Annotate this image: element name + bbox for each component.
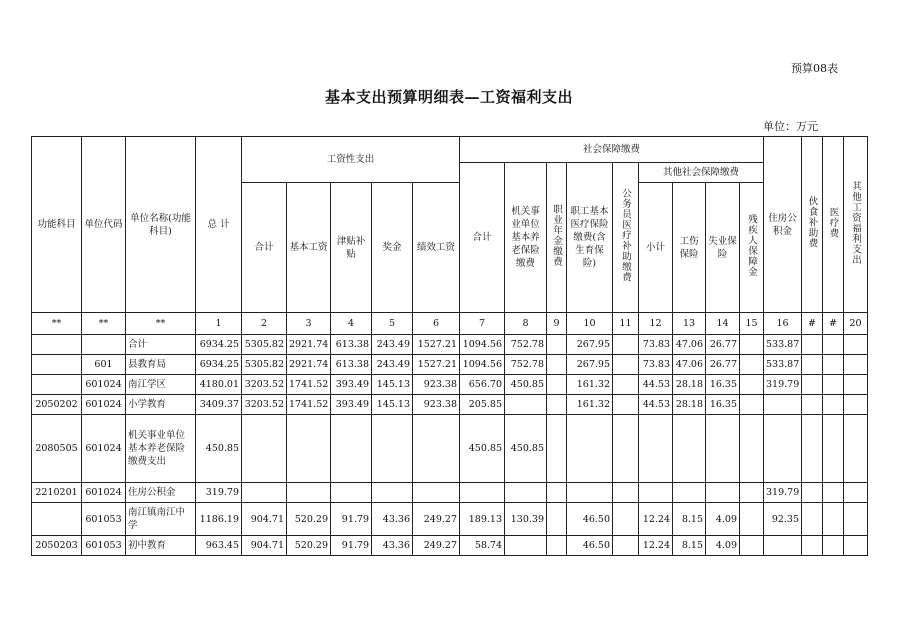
cell-disab [740,355,764,375]
cell-medical: 46.50 [567,503,613,536]
cell-annuity [547,536,567,556]
cell-bonus: 243.49 [372,355,413,375]
index-cell: ** [32,313,82,335]
cell-allow: 91.79 [331,536,372,556]
cell-bonus: 145.13 [372,375,413,395]
cell-injury [673,483,706,503]
cell-ss: 656.70 [460,375,505,395]
cell-housing: 319.79 [764,375,802,395]
index-cell: 6 [413,313,460,335]
cell-civil [613,355,639,375]
header-other-total: 小计 [639,183,673,313]
cell-func [32,503,82,536]
cell-base: 1741.52 [287,395,331,415]
cell-allow: 613.38 [331,355,372,375]
cell-unemp: 4.09 [706,503,740,536]
cell-base: 520.29 [287,536,331,556]
header-base-salary: 基本工资 [287,183,331,313]
header-ss-group: 社会保障缴费 [460,137,764,163]
cell-disab [740,536,764,556]
cell-name: 县教育局 [126,355,196,375]
table-row [32,536,868,556]
cell-total: 3409.37 [196,395,242,415]
header-medical: 职工基本医疗保险缴费(含生育保险) [567,163,613,313]
cell-other [844,503,868,536]
cell-code: 601024 [82,375,126,395]
header-total: 总 计 [196,137,242,313]
cell-unemp: 26.77 [706,335,740,355]
cell-annuity [547,335,567,355]
cell-total: 4180.01 [196,375,242,395]
cell-oth: 44.53 [639,375,673,395]
cell-housing: 92.35 [764,503,802,536]
header-ss-total: 合计 [460,163,505,313]
cell-oth [639,415,673,483]
cell-injury: 28.18 [673,395,706,415]
header-unemployment: 失业保险 [706,183,740,313]
header-allowance: 津贴补贴 [331,183,372,313]
cell-pension: 450.85 [505,375,547,395]
index-cell: 7 [460,313,505,335]
index-cell: 1 [196,313,242,335]
cell-ss: 205.85 [460,395,505,415]
cell-medfee [823,536,844,556]
cell-sal: 3203.52 [242,375,287,395]
cell-total: 1186.19 [196,503,242,536]
cell-civil [613,335,639,355]
cell-medical: 161.32 [567,395,613,415]
cell-civil [613,483,639,503]
cell-allow [331,415,372,483]
index-cell: 4 [331,313,372,335]
header-salary-total: 合计 [242,183,287,313]
cell-bonus [372,415,413,483]
header-injury: 工伤保险 [673,183,706,313]
cell-meal [802,503,823,536]
cell-name: 机关事业单位基本养老保险缴费支出 [126,415,196,483]
header-row-1 [32,137,868,163]
cell-allow: 393.49 [331,395,372,415]
cell-code: 601053 [82,503,126,536]
cell-perf [413,483,460,503]
cell-allow [331,483,372,503]
header-med-fee: 医疗费 [823,137,844,313]
cell-annuity [547,355,567,375]
cell-perf: 923.38 [413,395,460,415]
cell-name: 初中教育 [126,536,196,556]
cell-ss: 189.13 [460,503,505,536]
header-housing: 住房公积金 [764,137,802,313]
index-cell: 16 [764,313,802,335]
index-cell: ** [82,313,126,335]
cell-medfee [823,483,844,503]
cell-unemp: 4.09 [706,536,740,556]
cell-medfee [823,503,844,536]
cell-bonus: 243.49 [372,335,413,355]
cell-allow: 613.38 [331,335,372,355]
index-cell: 14 [706,313,740,335]
cell-housing: 319.79 [764,483,802,503]
cell-ss: 1094.56 [460,355,505,375]
header-unit-code: 单位代码 [82,137,126,313]
cell-ss [460,483,505,503]
cell-other [844,395,868,415]
cell-pension: 130.39 [505,503,547,536]
cell-func [32,335,82,355]
index-cell: 9 [547,313,567,335]
cell-base: 2921.74 [287,355,331,375]
cell-perf [413,415,460,483]
cell-disab [740,375,764,395]
cell-unemp [706,415,740,483]
table-row [32,395,868,415]
cell-medfee [823,395,844,415]
cell-perf: 249.27 [413,536,460,556]
cell-perf: 1527.21 [413,335,460,355]
cell-disab [740,415,764,483]
cell-ss: 1094.56 [460,335,505,355]
cell-annuity [547,395,567,415]
header-unit-name: 单位名称(功能科目) [126,137,196,313]
cell-pension: 752.78 [505,355,547,375]
index-cell: 10 [567,313,613,335]
cell-meal [802,395,823,415]
cell-code: 601 [82,355,126,375]
index-cell: 8 [505,313,547,335]
cell-perf: 1527.21 [413,355,460,375]
cell-other [844,415,868,483]
header-salary-group: 工资性支出 [242,137,460,183]
cell-bonus: 43.36 [372,503,413,536]
index-cell: 15 [740,313,764,335]
header-other-welfare: 其他工资福利支出 [844,137,868,313]
document-number: 预算08表 [791,62,838,75]
cell-oth: 12.24 [639,536,673,556]
header-other-group: 其他社会保障缴费 [639,163,764,183]
table-row [32,503,868,536]
cell-housing: 533.87 [764,335,802,355]
cell-code: 601053 [82,536,126,556]
cell-injury [673,415,706,483]
cell-other [844,483,868,503]
cell-bonus: 43.36 [372,536,413,556]
cell-medical: 161.32 [567,375,613,395]
cell-name: 住房公积金 [126,483,196,503]
cell-meal [802,335,823,355]
cell-disab [740,335,764,355]
cell-sal: 5305.82 [242,335,287,355]
cell-code: 601024 [82,395,126,415]
cell-sal: 904.71 [242,503,287,536]
header-meal: 伙食补助费 [802,137,823,313]
index-cell: 5 [372,313,413,335]
cell-civil [613,415,639,483]
cell-medical: 267.95 [567,335,613,355]
cell-injury: 47.06 [673,335,706,355]
cell-oth: 73.83 [639,335,673,355]
cell-medfee [823,355,844,375]
cell-meal [802,415,823,483]
cell-annuity [547,483,567,503]
cell-other [844,355,868,375]
cell-func [32,355,82,375]
index-row [32,313,868,335]
cell-allow: 393.49 [331,375,372,395]
table-row [32,355,868,375]
cell-medfee [823,415,844,483]
cell-other [844,536,868,556]
index-cell: 20 [844,313,868,335]
cell-injury: 47.06 [673,355,706,375]
cell-func [32,375,82,395]
cell-injury: 8.15 [673,536,706,556]
cell-meal [802,355,823,375]
cell-oth [639,483,673,503]
index-cell: 12 [639,313,673,335]
cell-oth: 12.24 [639,503,673,536]
cell-total: 6934.25 [196,355,242,375]
cell-meal [802,483,823,503]
cell-housing [764,536,802,556]
cell-perf: 923.38 [413,375,460,395]
cell-base [287,415,331,483]
cell-total: 963.45 [196,536,242,556]
cell-pension [505,483,547,503]
cell-civil [613,375,639,395]
cell-injury: 28.18 [673,375,706,395]
cell-pension: 752.78 [505,335,547,355]
cell-base: 520.29 [287,503,331,536]
cell-other [844,375,868,395]
unit-label: 单位：万元 [763,120,818,133]
cell-func: 2050202 [32,395,82,415]
cell-base: 2921.74 [287,335,331,355]
cell-pension [505,395,547,415]
cell-func: 2080505 [32,415,82,483]
cell-bonus [372,483,413,503]
cell-ss: 58.74 [460,536,505,556]
budget-table [31,136,868,556]
cell-medical [567,415,613,483]
document-title: 基本支出预算明细表—工资福利支出 [324,88,573,106]
cell-medical: 267.95 [567,355,613,375]
cell-sal: 5305.82 [242,355,287,375]
cell-housing: 533.87 [764,355,802,375]
cell-other [844,335,868,355]
cell-total: 6934.25 [196,335,242,355]
cell-unemp: 16.35 [706,375,740,395]
header-pension: 机关事业单位基本养老保险缴费 [505,163,547,313]
cell-annuity [547,415,567,483]
cell-unemp: 26.77 [706,355,740,375]
cell-disab [740,503,764,536]
cell-housing [764,395,802,415]
cell-code [82,335,126,355]
cell-sal: 3203.52 [242,395,287,415]
header-disability: 残疾人保障金 [740,183,764,313]
cell-meal [802,375,823,395]
table-row [32,415,868,483]
header-func-code: 功能科目 [32,137,82,313]
header-performance: 绩效工资 [413,183,460,313]
cell-disab [740,395,764,415]
header-civil-medical: 公务员医疗补助缴费 [613,163,639,313]
cell-total: 450.85 [196,415,242,483]
cell-oth: 44.53 [639,395,673,415]
cell-func: 2210201 [32,483,82,503]
index-cell: ** [126,313,196,335]
cell-code: 601024 [82,415,126,483]
cell-sal [242,415,287,483]
cell-perf: 249.27 [413,503,460,536]
header-annuity: 职业年金缴费 [547,163,567,313]
cell-medfee [823,335,844,355]
cell-name: 合计 [126,335,196,355]
cell-medical [567,483,613,503]
cell-func: 2050203 [32,536,82,556]
cell-name: 小学教育 [126,395,196,415]
cell-meal [802,536,823,556]
cell-injury: 8.15 [673,503,706,536]
cell-code: 601024 [82,483,126,503]
cell-sal [242,483,287,503]
cell-base [287,483,331,503]
cell-name: 南江镇南江中学 [126,503,196,536]
cell-allow: 91.79 [331,503,372,536]
table-row [32,335,868,355]
cell-civil [613,395,639,415]
cell-medfee [823,375,844,395]
cell-medical: 46.50 [567,536,613,556]
cell-name: 南江学区 [126,375,196,395]
cell-housing [764,415,802,483]
cell-unemp: 16.35 [706,395,740,415]
cell-annuity [547,375,567,395]
cell-bonus: 145.13 [372,395,413,415]
index-cell: # [802,313,823,335]
cell-base: 1741.52 [287,375,331,395]
cell-total: 319.79 [196,483,242,503]
cell-ss: 450.85 [460,415,505,483]
index-cell: 11 [613,313,639,335]
cell-sal: 904.71 [242,536,287,556]
index-cell: 3 [287,313,331,335]
header-bonus: 奖金 [372,183,413,313]
index-cell: 13 [673,313,706,335]
cell-unemp [706,483,740,503]
cell-disab [740,483,764,503]
cell-civil [613,536,639,556]
index-cell: 2 [242,313,287,335]
cell-annuity [547,503,567,536]
cell-civil [613,503,639,536]
cell-pension: 450.85 [505,415,547,483]
cell-pension [505,536,547,556]
table-row [32,483,868,503]
table-row [32,375,868,395]
index-cell: # [823,313,844,335]
cell-oth: 73.83 [639,355,673,375]
